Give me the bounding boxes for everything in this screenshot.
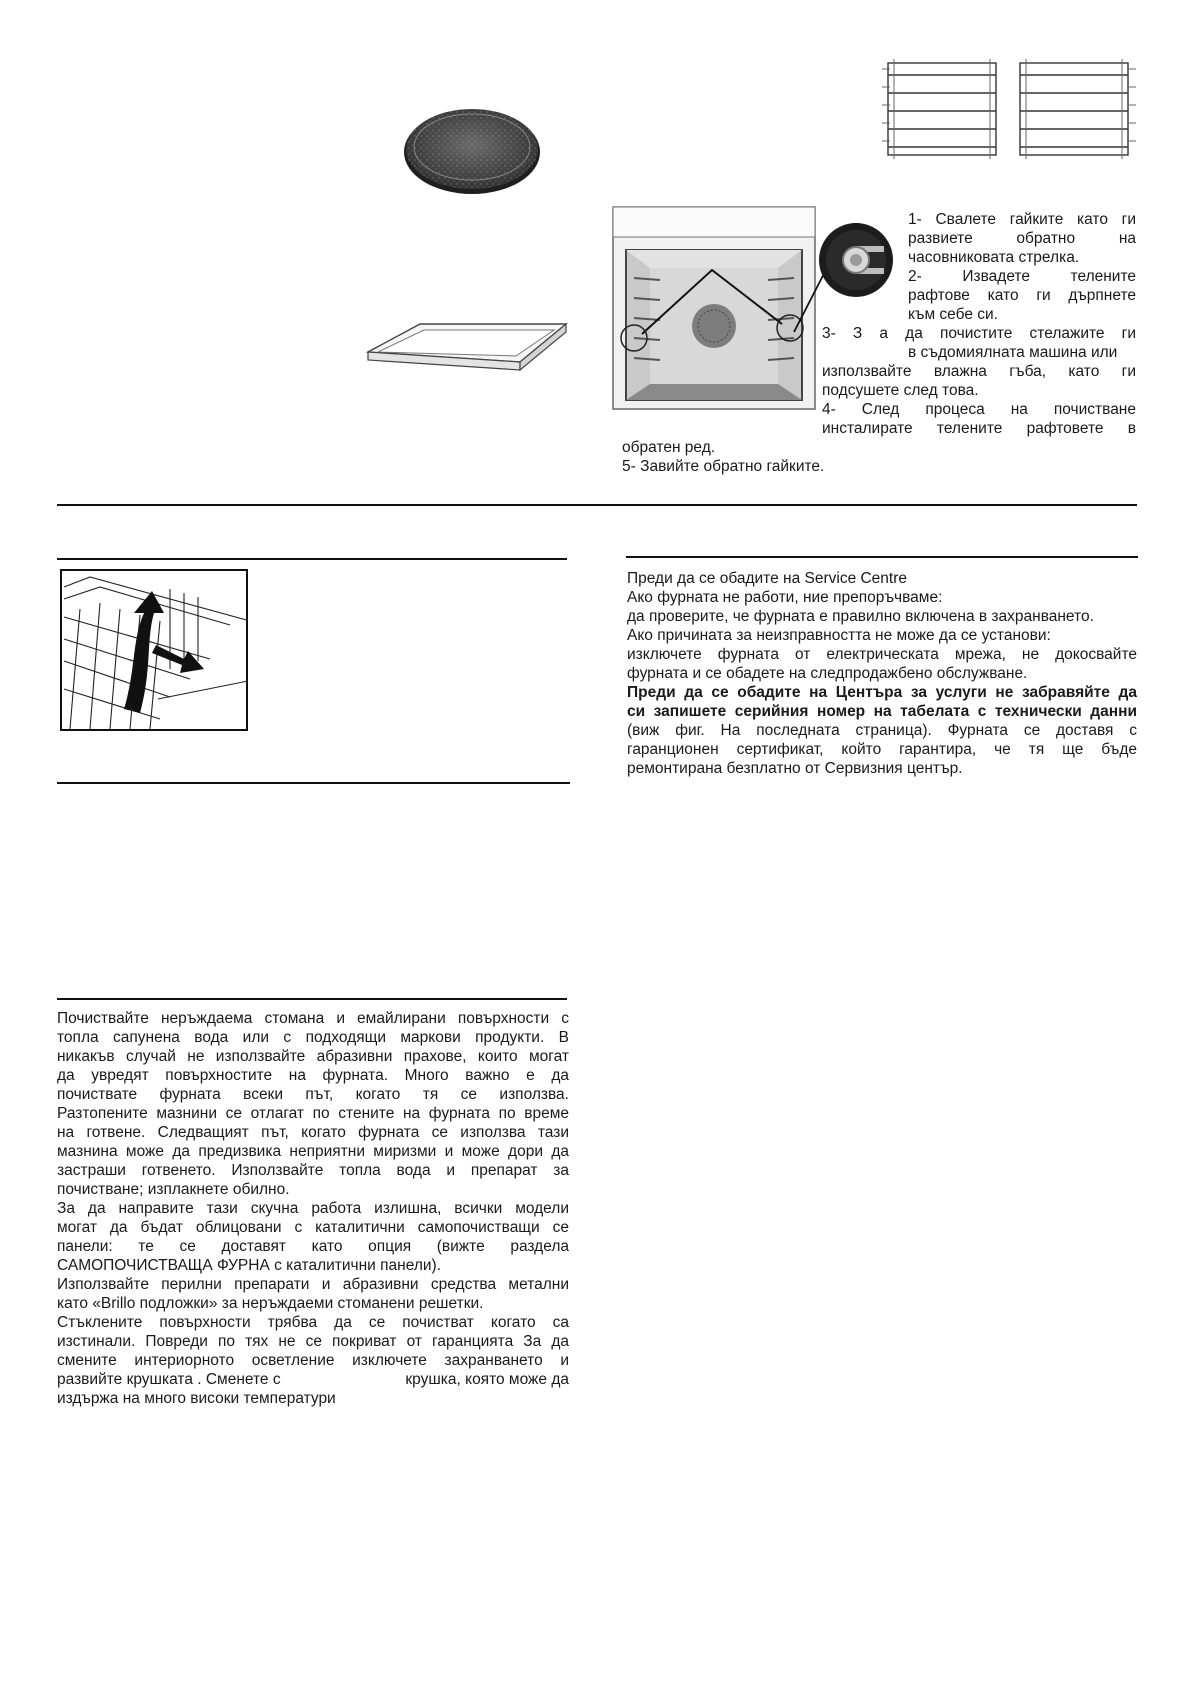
step-5-line: 5- Завийте обратно гайките. xyxy=(622,458,825,475)
step-3-line: в съдомиялната машина или xyxy=(908,344,1118,361)
wire-racks-image xyxy=(880,55,1140,163)
step-4-line: 4- След процеса на почистване xyxy=(822,401,1136,418)
cleaning-line: САМОПОЧИСТВАЩА ФУРНА с каталитични панели). xyxy=(57,1257,441,1274)
service-line: ремонтирана безплатно от Сервизния център. xyxy=(627,760,963,777)
service-bold-line: Преди да се обадите на Центъра за услуги не забравяйте да xyxy=(627,684,1137,701)
cleaning-line: да увредят повърхностите на фурната. Много важно е да xyxy=(57,1067,569,1084)
service-centre-section xyxy=(627,569,1137,778)
step-1-line: 1- Свалете гайките като ги xyxy=(908,211,1136,228)
service-line: Ако причината за неизправността не може да се установи: xyxy=(627,627,1051,644)
service-bold-line: си запишете серийния номер на табелата с технически данни xyxy=(627,703,1137,720)
pizza-pan-image xyxy=(402,105,542,195)
cleaning-line: Използвайте перилни препарати и абразивни средства метални xyxy=(57,1276,569,1293)
step-4-line: обратен ред. xyxy=(622,439,716,456)
cleaning-line: изстинали. Повреди по тях не се покриват от гаранцията За да xyxy=(57,1333,569,1350)
step-4 xyxy=(822,400,1136,438)
service-line: Ако фурната не работи, ние препоръчваме: xyxy=(627,589,943,606)
step-2-line: рафтове като ги дърпнете xyxy=(908,287,1136,304)
cleaning-line: като «Brillo подложки» за неръждаеми стоманени решетки. xyxy=(57,1295,484,1312)
step-3 xyxy=(822,324,1136,400)
cleaning-section xyxy=(57,1009,569,1408)
oven-interior-diagram xyxy=(612,206,816,410)
rack-removal-figure xyxy=(60,569,248,731)
divider-left-bottom xyxy=(57,998,567,1000)
step-2 xyxy=(908,267,1136,324)
nut-closeup-image xyxy=(818,222,894,298)
cleaning-line: могат да бъдат облицовани с каталитични самопочистващи се xyxy=(57,1219,569,1236)
divider-right-top xyxy=(626,556,1138,558)
cleaning-line: застраши готвенето. Използвайте топла вода и препарат за xyxy=(57,1162,569,1179)
service-line: (виж фиг. На последната страница). Фурната се доставя с xyxy=(627,722,1137,739)
cleaning-line: Разтопените мазнини се отлагат по стените на фурната по време xyxy=(57,1105,569,1122)
step-5 xyxy=(622,457,1022,476)
cleaning-line: издържа на много високи температури xyxy=(57,1390,336,1407)
divider-left-top xyxy=(57,558,567,560)
cleaning-line: топла сапунена вода или с подходящи маркови продукти. В xyxy=(57,1029,569,1046)
service-line: гаранционен сертификат, който гарантира, че тя ще бъде xyxy=(627,741,1137,758)
service-line: изключете фурната от електрическата мрежа, не докосвайте xyxy=(627,646,1137,663)
step-4-line: инсталирате телените рафтовете в xyxy=(822,420,1136,437)
cleaning-line: почиствате фурната всеки път, когато тя се използва. xyxy=(57,1086,569,1103)
cleaning-line: на готвене. Следващият път, когато фурната се използва тази xyxy=(57,1124,569,1141)
cleaning-line-split xyxy=(57,1370,569,1389)
divider-full xyxy=(57,504,1137,506)
step-4-end xyxy=(622,438,922,457)
step-3-line: 3- З а да почистите стелажите ги xyxy=(822,325,1136,342)
step-1 xyxy=(908,210,1136,267)
cleaning-line: панели: те се доставят като опция (вижте раздела xyxy=(57,1238,569,1255)
step-2-line: към себе си. xyxy=(908,306,998,323)
cleaning-line: Почиствайте неръждаема стомана и емайлирани повърхности с xyxy=(57,1010,569,1027)
step-1-line: развиете обратно на xyxy=(908,230,1136,247)
cleaning-line: Стъклените повърхности трябва да се почистват когато са xyxy=(57,1314,569,1331)
step-3-line: използвайте влажна гъба, като ги xyxy=(822,363,1136,380)
cleaning-line-right: крушка, която може да xyxy=(405,1371,569,1388)
cleaning-line: смените интериорното осветление изключете захранването и xyxy=(57,1352,569,1369)
cleaning-line: мазнина може да предизвика неприятни миризми и може дори да xyxy=(57,1143,569,1160)
cleaning-line: никакъв случай не използвайте абразивни прахове, които могат xyxy=(57,1048,569,1065)
cleaning-line: За да направите тази скучна работа излишна, всички модели xyxy=(57,1200,569,1217)
service-line: да проверите, че фурната е правилно включена в захранването. xyxy=(627,608,1094,625)
step-2-line: 2- Извадете телените xyxy=(908,268,1136,285)
cleaning-line-left: развийте крушката . Сменете с xyxy=(57,1371,281,1388)
step-3-line: подсушете след това. xyxy=(822,382,979,399)
divider-left-mid xyxy=(57,782,570,784)
service-line: Преди да се обадите на Service Centre xyxy=(627,570,908,587)
step-1-line: часовниковата стрелка. xyxy=(908,249,1080,266)
baking-tray-image xyxy=(360,318,570,376)
cleaning-line: почистване; изплакнете обилно. xyxy=(57,1181,290,1198)
service-line: фурната и се обадете на следпродажбено обслужване. xyxy=(627,665,1028,682)
